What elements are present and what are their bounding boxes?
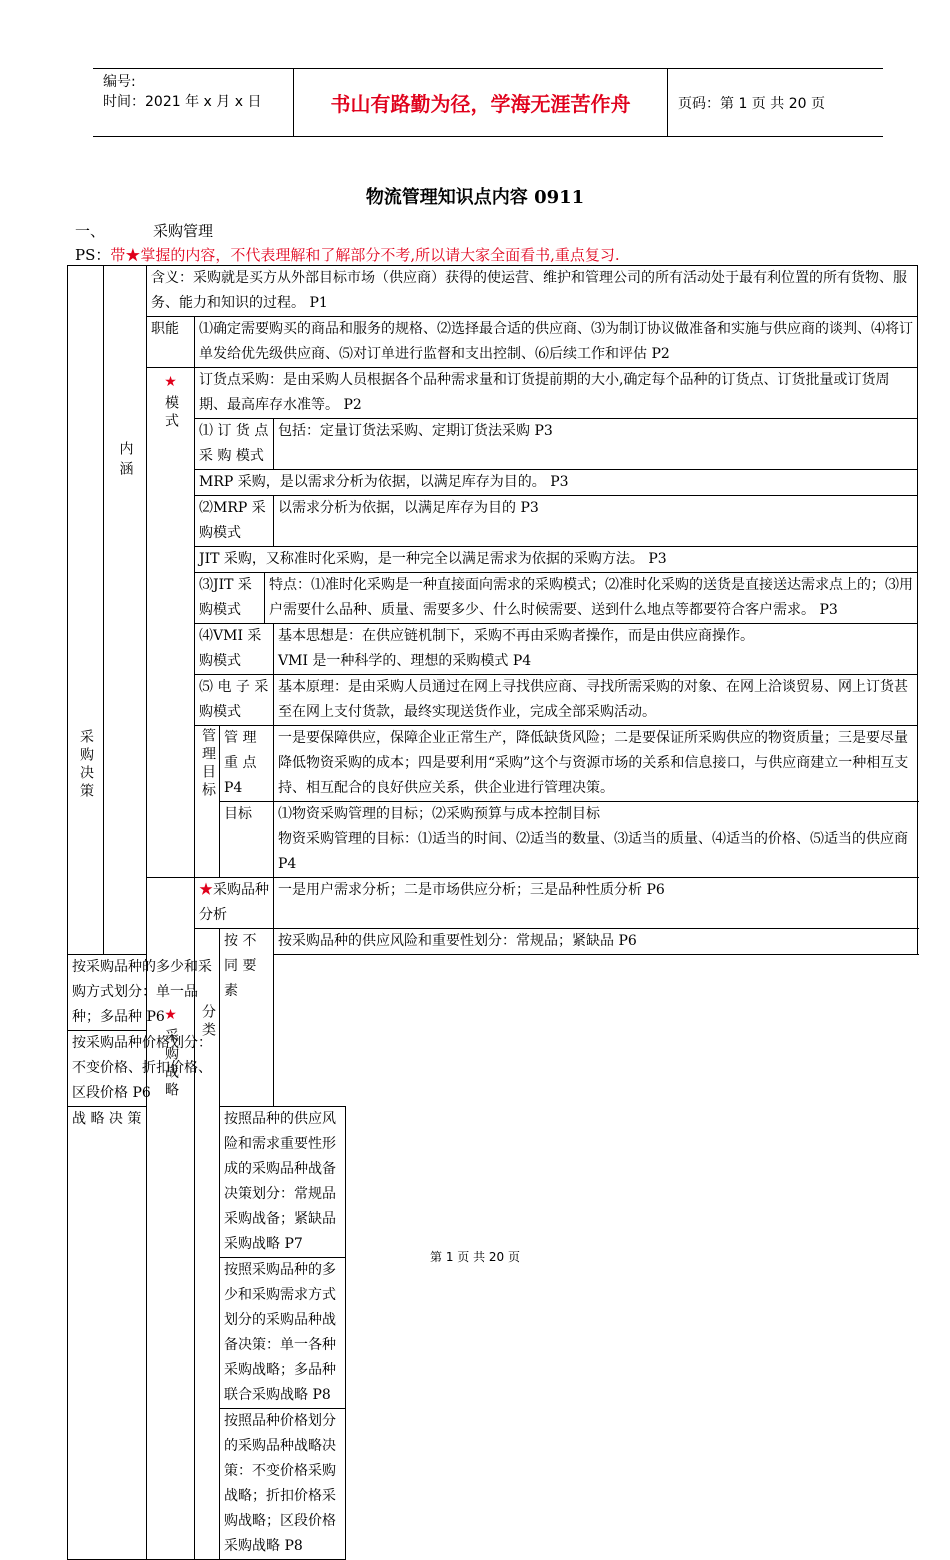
section-number: 一、 — [75, 222, 106, 240]
focus-content: 一是要保障供应，保障企业正常生产，降低缺货风险；二是要保证所采购供应的物资质量；三是要尽量降低物资采购的成本；四是要利用“采购”这个与资源市场的关系和信息接口，与供应商建立一种相互支持、相互配合的良好供应关系，供企业进行管理决策。 — [274, 726, 918, 802]
function-label: 职能 — [147, 317, 195, 368]
mode3-content: 特点：⑴准时化采购是一种直接面向需求的采购模式；⑵准时化采购的送货是直接送达需求点上的；⑶用户需要什么品种、质量、需要多少、什么时候需要、送到什么地点等都要符合客户需求。 P3 — [265, 573, 918, 624]
page-footer: 第 1 页 共 20 页 — [430, 1250, 520, 1264]
page-header — [93, 68, 883, 137]
category-procurement-decision: 采购决策 — [68, 266, 104, 955]
management-goal-label: 管理目标 — [195, 726, 220, 878]
motto: 书山有路勤为径，学海无涯苦作舟 — [294, 69, 668, 136]
mrp-desc: MRP 采购，是以需求分析为依据，以满足库存为目的。 P3 — [195, 470, 918, 496]
focus-label: 管 理 重 点 P4 — [220, 726, 274, 802]
mode4-content: 基本思想是：在供应链机制下，采购不再由采购者操作，而是由供应商操作。 VMI 是一种科学的、理想的采购模式 P4 — [274, 624, 918, 675]
factor-label: 按 不 同 要素 — [220, 929, 274, 1107]
definition-cell: 含义：采购就是买方从外部目标市场（供应商）获得的使运营、维护和管理公司的所有活动处于最有利位置的所有货物、服务、能力和知识的过程。 P1 — [147, 266, 918, 317]
mode5-content: 基本原理：是由采购人员通过在网上寻找供应商、寻找所需采购的对象、在网上洽谈贸易、网上订货甚至在网上支付货款，最终实现送货作业，完成全部采购活动。 — [274, 675, 918, 726]
mode4-label: ⑷VMI 采购模式 — [195, 624, 274, 675]
mode2-label: ⑵MRP 采购模式 — [195, 496, 274, 547]
ps-text: 带★掌握的内容，不代表理解和了解部分不考,所以请大家全面看书,重点复习. — [110, 246, 620, 264]
goal-content: ⑴物资采购管理的目标；⑵采购预算与成本控制目标 物资采购管理的目标：⑴适当的时间、⑵适当的数量、⑶适当的质量、⑷适当的价格、⑸适当的供应商 P4 — [274, 802, 918, 878]
ps-prefix: PS： — [75, 246, 111, 264]
factor-row: 按采购品种的多少和采购方式划分：单一品种；多品种 P6 — [68, 955, 220, 1031]
classification-label: 分类 — [195, 929, 220, 1560]
mode1-label: ⑴ 订 货 点 采 购 模式 — [195, 419, 274, 470]
factor-row: 按采购品种价格划分：不变价格、折扣价格、区段价格 P6 — [68, 1031, 220, 1107]
page-label: 页码：第 1 页 共 20 页 — [678, 95, 825, 112]
category-strategy: ★ 采购战略 — [147, 878, 195, 1560]
mode3-label: ⑶JIT 采购模式 — [195, 573, 265, 624]
decision-row: 按照采购品种的多少和采购需求方式划分的采购品种战备决策：单一各种采购战略；多品种联合采购战略 P8 — [220, 1258, 346, 1409]
section-title: 采购管理 — [153, 222, 214, 240]
variety-analysis-content: 一是用户需求分析；二是市场供应分析；三是品种性质分析 P6 — [274, 878, 918, 929]
function-content: ⑴确定需要购买的商品和服务的规格、⑵选择最合适的供应商、⑶为制订协议做准备和实施与供应商的谈判、⑷将订单发给优先级供应商、⑸对订单进行监督和支出控制、⑹后续工作和评估 P2 — [195, 317, 918, 368]
ps-note — [75, 244, 620, 265]
mode1-content: 包括：定量订货法采购、定期订货法采购 P3 — [274, 419, 918, 470]
decision-row: 按照品种价格划分的采购品种战略决策：不变价格采购战略；折扣价格采购战略；区段价格采购战略 P8 — [220, 1409, 346, 1560]
jit-desc: JIT 采购，又称准时化采购，是一种完全以满足需求为依据的采购方法。 P3 — [195, 547, 918, 573]
category-connotation: 内涵 — [104, 266, 147, 955]
star-icon: ★ — [164, 374, 177, 390]
factor-row: 按采购品种的供应风险和重要性划分：常规品；紧缺品 P6 — [274, 929, 918, 955]
header-info-cell — [93, 69, 294, 136]
knowledge-table — [67, 265, 918, 1560]
reorder-point-desc: 订货点采购：是由采购人员根据各个品种需求量和订货提前期的大小,确定每个品种的订货点、订货批量或订货周期、最高库存水准等。 P2 — [195, 368, 918, 419]
section-heading — [75, 220, 213, 241]
mode-label-cell: ★ 模式 — [147, 368, 195, 878]
number-label: 编号: — [103, 74, 136, 90]
mode5-label: ⑸ 电 子 采 购模式 — [195, 675, 274, 726]
mode2-content: 以需求分析为依据，以满足库存为目的 P3 — [274, 496, 918, 547]
variety-analysis-label: ★采购品种分析 — [195, 878, 274, 929]
strategy-decision-label: 战 略 决 策 — [68, 1107, 147, 1560]
decision-row: 按照品种的供应风险和需求重要性形成的采购品种战备决策划分：常规品采购战备；紧缺品采购战略 P7 — [220, 1107, 346, 1258]
goal-label: 目标 — [220, 802, 274, 878]
document-title: 物流管理知识点内容 0911 — [365, 187, 585, 208]
time-label: 时间：2021 年 x 月 x 日 — [103, 94, 262, 110]
